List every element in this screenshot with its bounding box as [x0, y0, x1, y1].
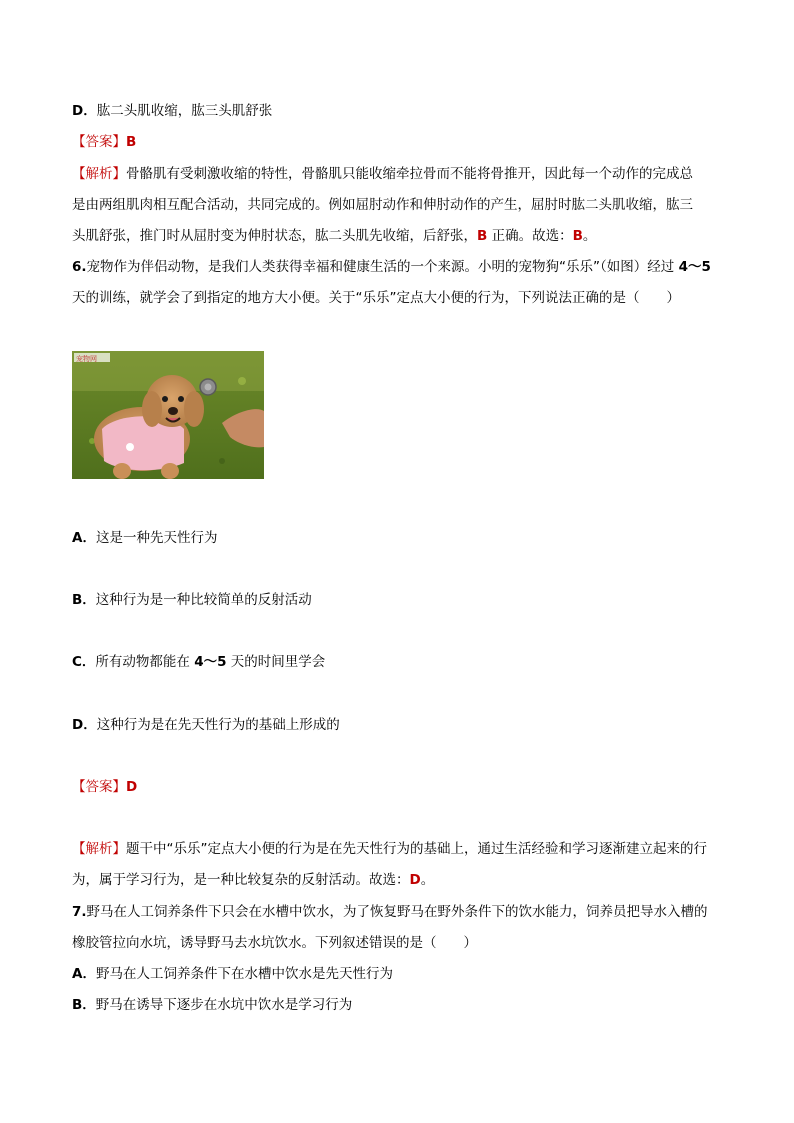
- q7-option-a: [72, 964, 732, 984]
- dog-photo-illustration: [72, 351, 264, 479]
- q7-stem-line-2: 橡胶管拉向水坑，诱导野马去水坑饮水。下列叙述错误的是（ ）: [72, 935, 477, 951]
- option-text: 所有动物都能在: [95, 654, 195, 670]
- analysis-choice: D: [409, 872, 421, 888]
- q5-analysis-line-2: 是由两组肌肉相互配合活动，共同完成的。例如屈肘动作和伸肘动作的产生，屈肘时肱二头肌收缩，肱三: [72, 197, 693, 213]
- stem-number: 4～5: [678, 259, 711, 275]
- analysis-tag: 【解析】: [72, 166, 126, 182]
- question-number: 7.: [72, 904, 87, 920]
- option-letter: D．: [72, 103, 97, 119]
- option-text: 野马在诱导下逐步在水坑中饮水是学习行为: [95, 997, 353, 1013]
- stem-text: 宠物作为伴侣动物，是我们人类获得幸福和健康生活的一个来源。小明的宠物狗“乐乐”（如图）经过: [86, 259, 679, 275]
- q6-option-b: [72, 590, 732, 610]
- q6-stem-line-1: [72, 257, 732, 277]
- q6-answer: [72, 777, 732, 797]
- analysis-choice: B: [572, 228, 583, 244]
- answer-value: D: [126, 779, 138, 795]
- option-text: 天的时间里学会: [226, 654, 326, 670]
- q6-stem-line-2: 天的训练，就学会了到指定的地方大小便。关于“乐乐”定点大小便的行为，下列说法正确的是（ ）: [72, 290, 680, 306]
- analysis-text: 题干中“乐乐”定点大小便的行为是在先天性行为的基础上，通过生活经验和学习逐渐建立起来的行: [126, 841, 707, 857]
- option-text: 这是一种先天性行为: [95, 530, 218, 546]
- option-letter: B．: [72, 592, 96, 608]
- q6-option-c: [72, 652, 732, 672]
- q7-stem-line-1: [72, 902, 732, 922]
- option-text: 肱二头肌收缩，肱三头肌舒张: [96, 103, 273, 119]
- q6-analysis-line-2: [72, 870, 732, 890]
- option-text: 这种行为是一种比较简单的反射活动: [95, 592, 312, 608]
- option-letter: A．: [72, 530, 96, 546]
- option-letter: A．: [72, 966, 96, 982]
- option-number: 4～5: [194, 654, 227, 670]
- answer-value: B: [126, 134, 137, 150]
- analysis-text: 骨骼肌有受刺激收缩的特性，骨骼肌只能收缩牵拉骨而不能将骨推开，因此每一个动作的完成总: [126, 166, 693, 182]
- photo-watermark: 宠物网: [76, 355, 97, 363]
- q6-option-d: [72, 715, 732, 735]
- analysis-period: 。: [582, 228, 597, 244]
- q5-analysis-line-3: [72, 226, 732, 246]
- q6-option-a: [72, 528, 732, 548]
- prev-option-d: [72, 101, 732, 121]
- q6-analysis-line-1: [72, 839, 732, 859]
- answer-tag: 【答案】: [72, 134, 126, 150]
- q5-analysis-line-1: [72, 164, 732, 184]
- analysis-period: 。: [420, 872, 435, 888]
- q7-option-b: [72, 995, 732, 1015]
- option-letter: C．: [72, 654, 96, 670]
- analysis-text: 为，属于学习行为，是一种比较复杂的反射活动。故选：: [72, 872, 410, 888]
- stem-text: 野马在人工饲养条件下只会在水槽中饮水，为了恢复野马在野外条件下的饮水能力，饲养员把导水入槽的: [86, 904, 708, 920]
- dog-photo: [72, 351, 264, 479]
- analysis-text: 正确。故选：: [487, 228, 573, 244]
- question-number: 6.: [72, 259, 87, 275]
- option-text: 这种行为是在先天性行为的基础上形成的: [96, 717, 340, 733]
- answer-tag: 【答案】: [72, 779, 126, 795]
- analysis-option-ref: B: [477, 228, 488, 244]
- option-letter: D．: [72, 717, 97, 733]
- q5-answer: [72, 132, 732, 152]
- option-text: 野马在人工饲养条件下在水槽中饮水是先天性行为: [95, 966, 393, 982]
- option-letter: B．: [72, 997, 96, 1013]
- analysis-tag: 【解析】: [72, 841, 126, 857]
- analysis-text: 头肌舒张，推门时从屈肘变为伸肘状态，肱二头肌先收缩，后舒张，: [72, 228, 477, 244]
